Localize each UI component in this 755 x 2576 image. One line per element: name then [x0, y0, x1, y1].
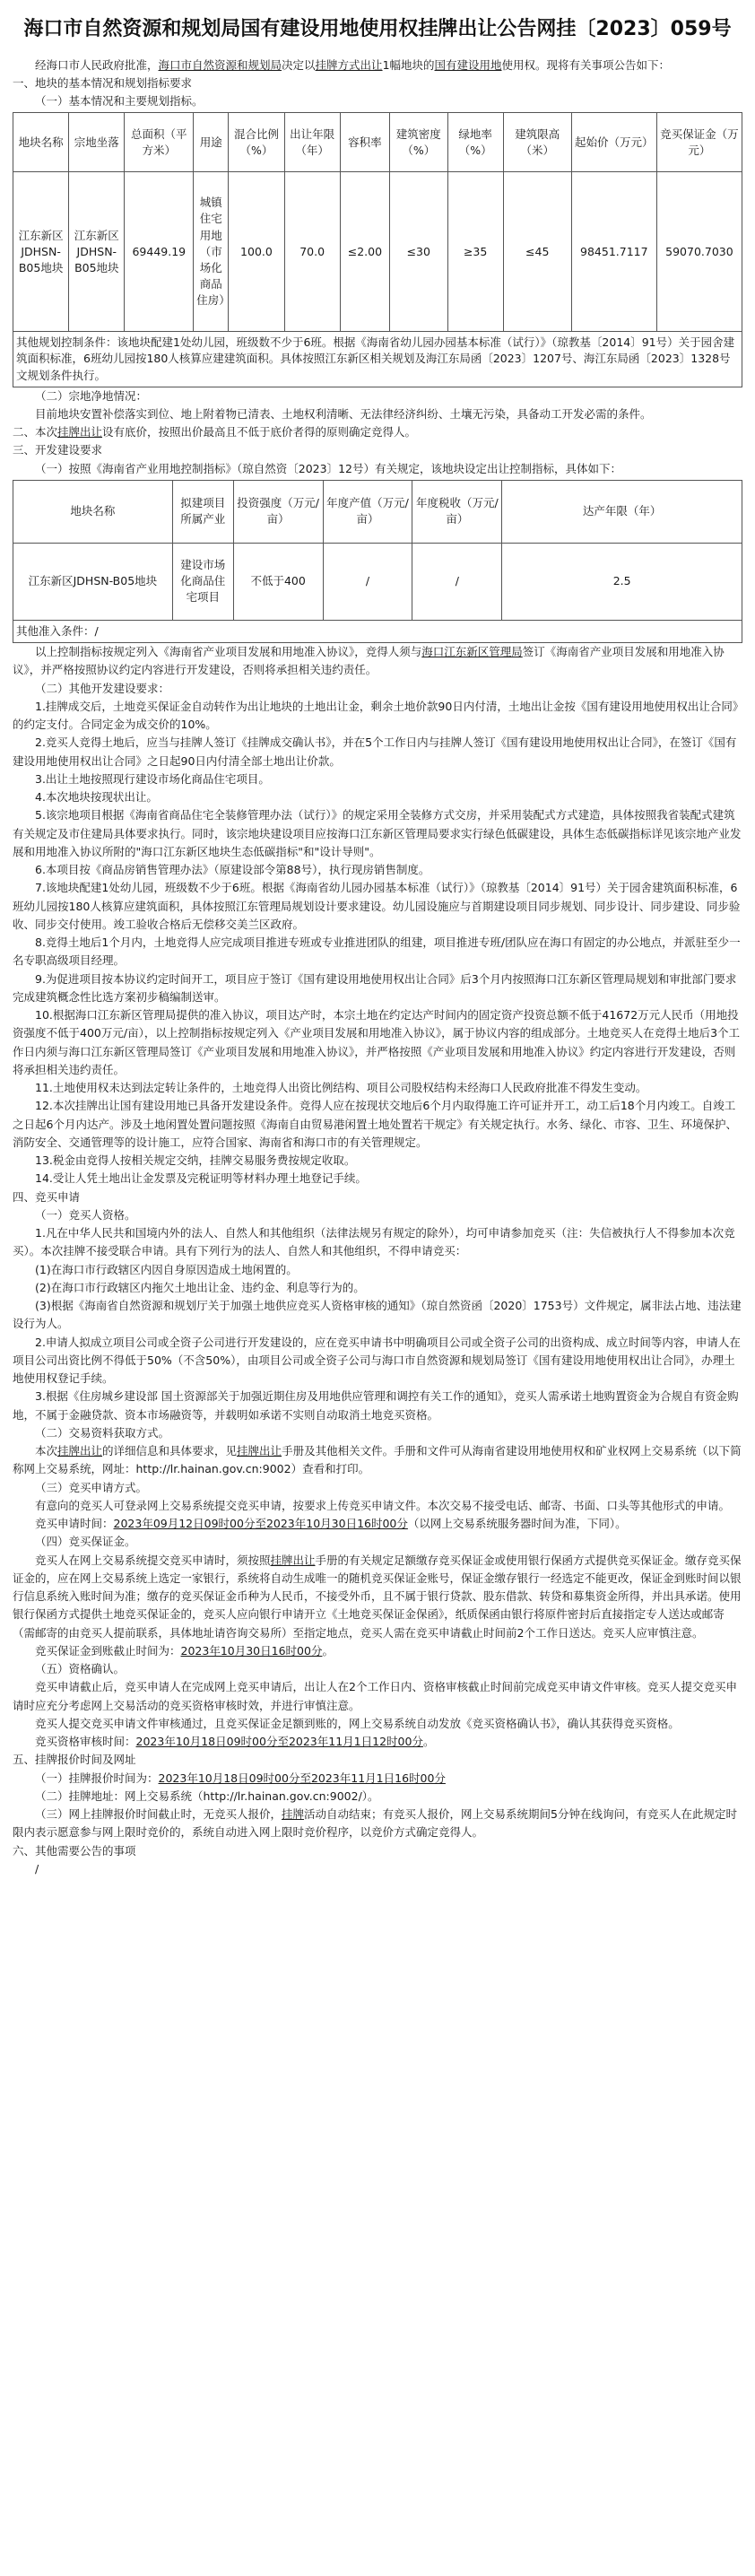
- other-conditions-note: 其他准入条件：/: [13, 620, 742, 642]
- table-header-row: [13, 113, 742, 172]
- section-6-heading: 六、其他需要公告的事项: [13, 1843, 136, 1858]
- requirement-item: 9.为促进项目按本协议约定时间开工，项目应于签订《国有建设用地使用权出让合同》后3个月内按照海口江东新区管理局规划和审批部门要求完成建筑概念性比选方案初步稿编制送审。: [13, 971, 737, 1004]
- project-company-paragraph: 2.申请人拟成立项目公司或全资子公司进行开发建设的，应在竞买申请书中明确项目公司或全资子公司的出资构成、成立时间等内容，申请人在项目公司出资比例不得低于50%（不含50%），由项目公司或全资子公司与海口市自然资源和规划局签订《国有建设用地使用权出让合同》，办理土地使用权登记手续。: [13, 1335, 741, 1385]
- application-time-value: 2023年09月12日09时00分至2023年10月30日16时00分: [113, 1517, 408, 1530]
- section-5-heading: 五、挂牌报价时间及网址: [13, 1753, 136, 1767]
- agreement-paragraph: 以上控制指标按规定列入《海南省产业项目发展和用地准入协议》，竞得人须与海口江东新区管理局签订《海南省产业项目发展和用地准入协议》，并严格按照协议约定内容进行开发建设，否则将承担相关违约责任。: [13, 645, 725, 677]
- header-cell: 年度产值（万元/亩）: [323, 480, 412, 543]
- exclusion-item: (3)根据《海南省自然资源和规划厅关于加强土地供应竞买人资格审核的通知》（琼自然资函〔2020〕1753号）文件规定，属非法占地、违法建设行为人。: [13, 1299, 742, 1331]
- link-listing-transfer[interactable]: 挂牌方式出让: [315, 57, 383, 72]
- header-cell: 出让年限（年）: [284, 113, 340, 172]
- section-4-sub-3: （三）竞买申请方式。: [35, 1480, 148, 1494]
- header-cell: 投资强度（万元/亩）: [233, 480, 323, 543]
- link-listing[interactable]: 挂牌: [282, 1807, 305, 1821]
- table-cell: 2.5: [502, 543, 742, 620]
- qualification-confirm-paragraph: 竞买人提交竞买申请文件审核通过，且竞买保证金足额到账的，网上交易系统自动发放《竞买资格确认书》，确认其获得竞买资格。: [35, 1716, 680, 1730]
- requirement-item: 5.该宗地项目根据《海南省商品住宅全装修管理办法（试行）》的规定采用全装修方式交房，并采用装配式方式建造，具体按照我省装配式建筑有关规定及市住建局具体要求执行。同时，该宗地块建设项目应按海口江东新区管理局要求实行绿色低碳建设，具体生态低碳指标详见该宗地产业发展和用地准入协议所附的"海口江东新区地块生态低碳指标"和"设计导则"。: [13, 808, 742, 858]
- page-bottom-space: [13, 1878, 742, 1887]
- table-cell: /: [412, 543, 502, 620]
- header-cell: 起始价（万元）: [571, 113, 656, 172]
- application-method-paragraph: 有意向的竞买人可登录网上交易系统提交竞买申请，按要求上传竞买申请文件。本次交易不接受电话、邮寄、书面、口头等其他形式的申请。: [35, 1498, 731, 1512]
- section-3-sub-2: （二）其他开发建设要求：: [35, 681, 170, 695]
- link-listing[interactable]: 挂牌出让: [57, 1444, 103, 1458]
- requirement-item: 1.挂牌成交后，土地竞买保证金自动转作为出让地块的土地出让金，剩余土地价款90日内付清，土地出让金按《国有建设用地使用权出让合同》的约定支付。合同定金为成交价的10%。: [13, 699, 739, 731]
- table-cell: 70.0: [284, 172, 340, 332]
- table-cell: ≤30: [390, 172, 448, 332]
- intro-paragraph: 经海口市人民政府批准，海口市自然资源和规划局决定以挂牌方式出让1幅地块的国有建设用地使用权。现将有关事项公告如下：: [35, 57, 671, 72]
- table-cell: ≤2.00: [340, 172, 389, 332]
- materials-paragraph: 本次挂牌出让的详细信息和具体要求，见挂牌出让手册及其他相关文件。手册和文件可从海南省建设用地使用权和矿业权网上交易系统（以下简称网上交易系统，网址：http://lr.hainan.gov.cn:9002）查看和打印。: [13, 1444, 742, 1476]
- table-cell: 69449.19: [125, 172, 194, 332]
- table-cell: 59070.7030: [656, 172, 742, 332]
- land-info-table: [13, 112, 742, 387]
- header-cell: 年度税收（万元/亩）: [412, 480, 502, 543]
- deposit-deadline-value: 2023年10月30日16时00分: [180, 1643, 323, 1658]
- header-cell: 地块名称: [13, 480, 173, 543]
- link-state-land[interactable]: 国有建设用地: [434, 57, 502, 72]
- header-cell: 达产年限（年）: [502, 480, 742, 543]
- section-1-sub-2: （二）宗地净地情况：: [35, 388, 148, 403]
- review-time-value: 2023年10月18日09时00分至2023年11月1日12时00分: [135, 1735, 423, 1748]
- exclusion-item: (1)在海口市行政辖区内因自身原因造成土地闲置的。: [35, 1262, 298, 1276]
- deposit-deadline-paragraph: 竞买保证金到账截止时间为：2023年10月30日16时00分。: [35, 1643, 334, 1658]
- table-note-row: [13, 620, 742, 642]
- table-cell: ≤45: [503, 172, 571, 332]
- header-cell: 建筑密度（%）: [390, 113, 448, 172]
- planning-conditions-note: 其他规划控制条件：该地块配建1处幼儿园，班级数不少于6班。根据《海南省幼儿园办园基本标准（试行）》（琼教基〔2014〕91号）关于园舍建筑面积标准，6班幼儿园按180人核算应建建筑面积。具体按照江东新区相关规划及海江东局函〔2023〕1207号、海江东局函〔2023〕1328号文规划条件执行。: [13, 332, 742, 387]
- section-4-sub-2: （二）交易资料获取方式。: [35, 1425, 170, 1440]
- header-cell: 竞买保证金（万元）: [656, 113, 742, 172]
- header-cell: 拟建项目所属产业: [172, 480, 233, 543]
- link-listing[interactable]: 挂牌出让: [270, 1553, 316, 1567]
- header-cell: 混合比例（%）: [229, 113, 284, 172]
- requirement-item: 7.该地块配建1处幼儿园，班级数不少于6班。根据《海南省幼儿园办园基本标准（试行）》（琼教基〔2014〕91号）关于园舍建筑面积标准，6班幼儿园按180人核算应建筑面积，具体按照江东管理局规划设计要求建设。幼儿园设施应与首期建设项目同步规划、同步设计、同步建设、同步验收、同步交付使用。竣工验收合格后无偿移交美兰区政府。: [13, 881, 741, 931]
- header-cell: 宗地坐落: [69, 113, 125, 172]
- deposit-paragraph: 竞买人在网上交易系统提交竞买申请时，须按照挂牌出让手册的有关规定足额缴存竞买保证金或使用银行保函方式提供竞买保证金。缴存竞买保证金的，应在网上交易系统上选定一家银行，系统将自动生成唯一的随机竞买保证金账号，保证金缴存银行一经选定不能更改，保证金到账时间以银行信息系统入账时间为准；缴存的竞买保证金币种为人民币，不接受外币，且不属于银行贷款、股东借款、转贷和募集资金所得，并出具承诺。使用银行保函方式提供土地竞买保证金的，竞买人应向银行申请开立《土地竞买保证金保函》，纸质保函由银行将原件密封后直接指定专人送达或邮寄（需邮寄的由竞买人提前联系，具体地址请咨询交易所）至指定地点，竞买人需在竞买申请截止时间前2个工作日送达。竞买人应审慎注意。: [13, 1553, 742, 1640]
- section-4-sub-5: （五）资格确认。: [35, 1662, 126, 1675]
- table-cell: /: [323, 543, 412, 620]
- header-cell: 地块名称: [13, 113, 69, 172]
- quote-time-value: 2023年10月18日09时00分至2023年11月1日16时00分: [158, 1771, 446, 1785]
- review-time-paragraph: 竞买资格审核时间：2023年10月18日09时00分至2023年11月1日12时00分。: [35, 1735, 435, 1748]
- link-listing[interactable]: 挂牌出让: [57, 425, 103, 439]
- requirement-item: 13.税金由竞得人按相关规定交纳，挂牌交易服务费按规定收取。: [35, 1153, 356, 1167]
- table-cell: 江东新区JDHSN-B05地块: [69, 172, 125, 332]
- eligibility-paragraph: 1.凡在中华人民共和国境内外的法人、自然人和其他组织（法律法规另有规定的除外），均可申请参加竞买（注：失信被执行人不得参加本次竞买）。本次挂牌不接受联合申请。具有下列行为的法人、自然人和其他组织，不得申请竞买：: [13, 1226, 735, 1258]
- table-header-row: [13, 480, 742, 543]
- industry-index-table: [13, 480, 742, 643]
- section-1-sub-1: （一）基本情况和主要规划指标。: [35, 94, 204, 108]
- funds-commitment-paragraph: 3.根据《住房城乡建设部 国土资源部关于加强近期住房及用地供应管理和调控有关工作的通知》，竞买人需承诺土地购置资金为合规自有资金购地，不属于金融贷款、资本市场融资等，并载明如承诺不实则自动取消土地竞买资格。: [13, 1389, 739, 1422]
- section-4-sub-4: （四）竞买保证金。: [35, 1535, 136, 1549]
- table-cell: ≥35: [447, 172, 503, 332]
- qualification-paragraph: 竞买申请截止后，竞买申请人在完成网上竞买申请后，出让人在2个工作日内、资格审核截止时间前完成竞买申请文件审核。竞买人提交竞买申请时应充分考虑网上交易活动的竞买资格审核时效，并进行审慎注意。: [13, 1680, 737, 1712]
- requirement-item: 3.出让土地按照现行建设市场化商品住宅项目。: [35, 771, 270, 786]
- header-cell: 容积率: [340, 113, 389, 172]
- other-matters-paragraph: /: [35, 1861, 39, 1875]
- requirement-item: 6.本项目按《商品房销售管理办法》（原建设部令第88号），执行现房销售制度。: [35, 863, 430, 876]
- section-4-heading: 四、竞买申请: [13, 1189, 81, 1204]
- application-time-paragraph: 竞买申请时间：2023年09月12日09时00分至2023年10月30日16时00分（以网上交易系统服务器时间为准，下同）。: [35, 1517, 627, 1530]
- table-cell: 江东新区JDHSN-B05地块: [13, 543, 173, 620]
- control-index-paragraph: （一）按照《海南省产业用地控制指标》（琼自然资〔2023〕12号）有关规定，该地块设定出让控制指标，具体如下：: [35, 461, 621, 475]
- section-2-paragraph: 二、本次挂牌出让设有底价，按照出价最高且不低于底价者得的原则确定竞得人。: [13, 425, 417, 439]
- header-cell: 用途: [194, 113, 229, 172]
- section-3-heading: 三、开发建设要求: [13, 443, 103, 457]
- requirement-item: 14.受让人凭土地出让金发票及完税证明等材料办理土地登记手续。: [35, 1171, 367, 1186]
- listing-address-paragraph: （二）挂牌地址：网上交易系统（http://lr.hainan.gov.cn:9002/）。: [35, 1788, 379, 1803]
- requirement-item: 10.根据海口江东新区管理局提供的准入协议，项目达产时，本宗土地在约定达产时间内的固定资产投资总额不低于41672万元人民币（用地投资强度不低于400万元/亩），以上控制指标按规定列入《产业项目发展和用地准入协议》，属于协议内容的组成部分。土地竞买人在竞得土地后3个工作日内须与海口江东新区管理局签订《产业项目发展和用地准入协议》，并严格按照《产业项目发展和用地准入协议》约定内容进行开发建设，否则将承担相关违约责任。: [13, 1008, 741, 1076]
- link-planning-bureau[interactable]: 海口市自然资源和规划局: [158, 57, 282, 72]
- requirement-item: 4.本次地块按现状出让。: [35, 790, 158, 804]
- table-cell: 城镇住宅用地（市场化商品住房）: [194, 172, 229, 332]
- requirement-item: 11.土地使用权未达到法定转让条件的，土地竞得人出资比例结构、项目公司股权结构未经海口人民政府批准不得发生变动。: [35, 1081, 647, 1094]
- table-row: [13, 543, 742, 620]
- table-note-row: [13, 332, 742, 387]
- link-jiangdong-bureau[interactable]: 海口江东新区管理局: [421, 645, 523, 658]
- table-cell: 不低于400: [233, 543, 323, 620]
- table-row: [13, 172, 742, 332]
- requirement-item: 12.本次挂牌出让国有建设用地已具备开发建设条件。竞得人应在按现状交地后6个月内取得施工许可证并开工，动工后18个月内竣工。自竣工之日起6个月内达产。涉及土地闲置处置问题按照《海南自由贸易港闲置土地处置若干规定》有关规定执行。水务、绿化、市容、卫生、环境保护、消防安全、交通管理等的设计施工，应符合国家、海南省和海口市的有关管理规定。: [13, 1099, 737, 1149]
- section-4-sub-1: （一）竞买人资格。: [35, 1207, 136, 1222]
- page-title: 海口市自然资源和规划局国有建设用地使用权挂牌出让公告网挂〔2023〕059号: [23, 18, 732, 40]
- header-cell: 总面积（平方米）: [125, 113, 194, 172]
- requirement-item: 2.竞买人竞得土地后，应当与挂牌人签订《挂牌成交确认书》，并在5个工作日内与挂牌人签订《国有建设用地使用权出让合同》，在签订《国有建设用地使用权出让合同》之日起90日内付清全部土地出让价款。: [13, 735, 737, 768]
- table-cell: 建设市场化商品住宅项目: [172, 543, 233, 620]
- online-bidding-paragraph: （三）网上挂牌报价时间截止时，无竞买人报价，挂牌活动自动结束；有竞买人报价，网上交易系统期间5分钟在线询问，有竞买人在此规定时限内表示愿意参与网上限时竞价的，系统自动进入网上限时竞价程序，以竞价方式确定竞得人。: [13, 1807, 737, 1840]
- header-cell: 绿地率（%）: [447, 113, 503, 172]
- table-cell: 100.0: [229, 172, 284, 332]
- exclusion-item: (2)在海口市行政辖区内拖欠土地出让金、违约金、利息等行为的。: [35, 1280, 365, 1294]
- quote-time-paragraph: （一）挂牌报价时间为：2023年10月18日09时00分至2023年11月1日16时00分: [35, 1771, 446, 1785]
- requirement-item: 8.竞得土地后1个月内，土地竞得人应完成项目推进专班或专业推进团队的组建，项目推进专班/团队应在海口有固定的办公地点，并派驻至少一名专职高级项目经理。: [13, 936, 741, 968]
- net-land-paragraph: 目前地块安置补偿落实到位、地上附着物已清表、土地权利清晰、无法律经济纠纷、土壤无污染，具备动工开发必需的条件。: [35, 406, 652, 421]
- header-cell: 建筑限高（米）: [503, 113, 571, 172]
- section-1-heading: 一、地块的基本情况和规划指标要求: [13, 75, 193, 90]
- link-listing[interactable]: 挂牌出让: [237, 1444, 282, 1458]
- table-cell: 江东新区JDHSN-B05地块: [13, 172, 69, 332]
- table-cell: 98451.7117: [571, 172, 656, 332]
